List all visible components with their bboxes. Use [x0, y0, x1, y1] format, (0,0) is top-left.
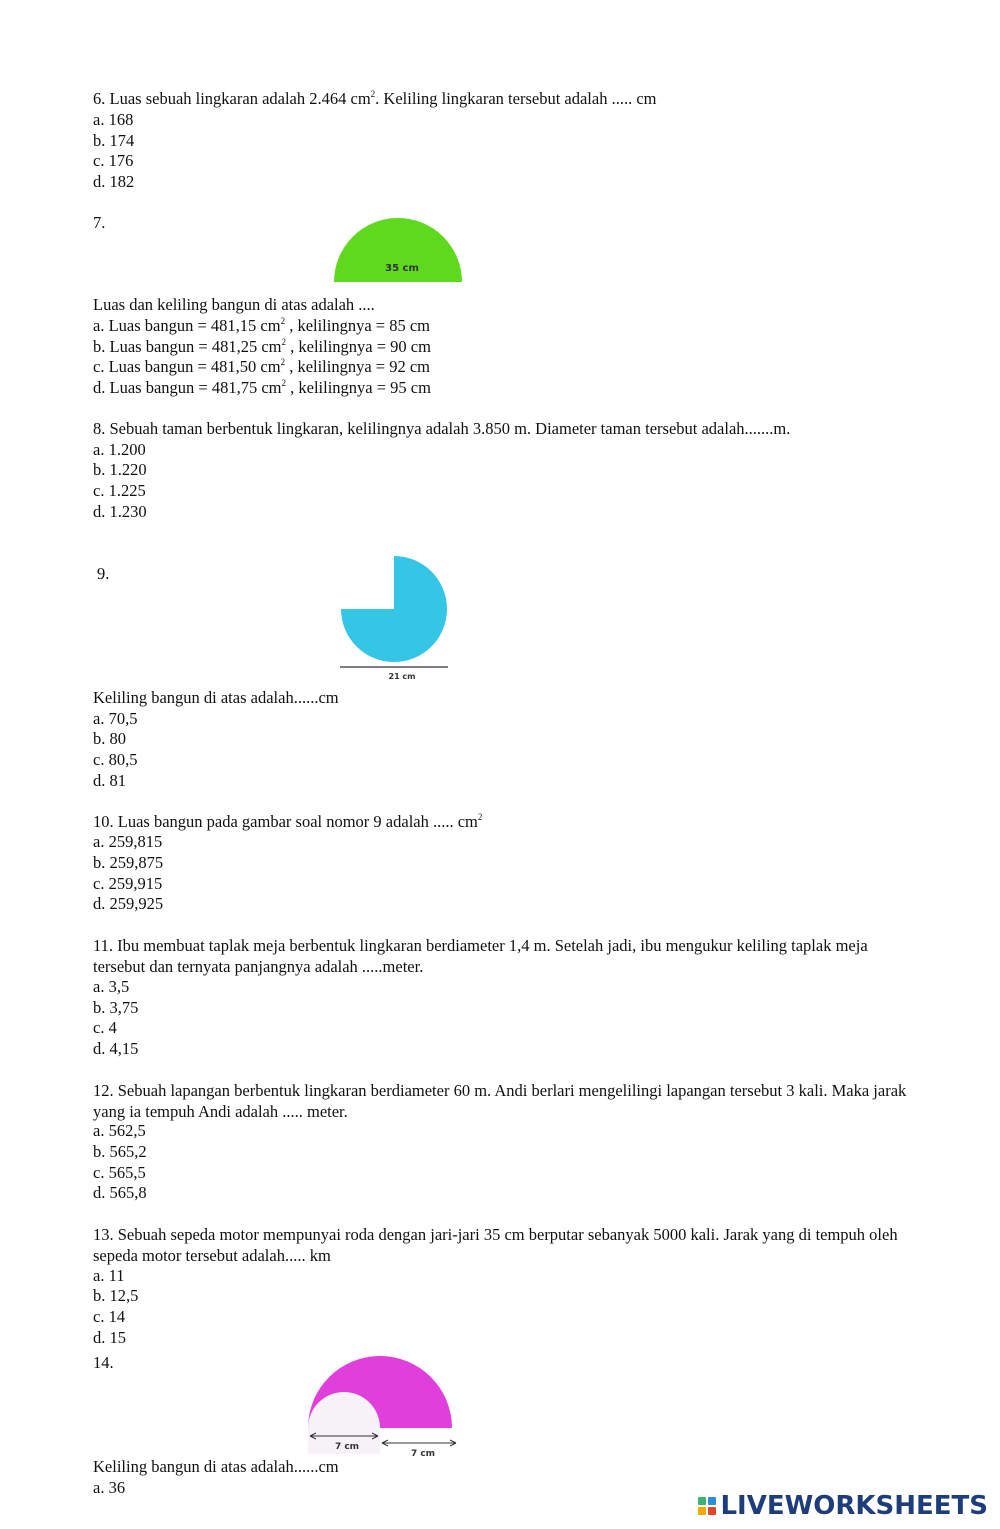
q9-figure-label: 21 cm	[388, 672, 416, 681]
q14-number: 14.	[93, 1353, 114, 1372]
q9-number: 9.	[97, 564, 110, 583]
q10-option-a: a. 259,815	[93, 832, 163, 851]
q10-option-c: c. 259,915	[93, 874, 163, 893]
q9-option-b: b. 80	[93, 729, 126, 748]
q8-option-d: d. 1.230	[93, 502, 147, 521]
q6-option-b: b. 174	[93, 131, 135, 150]
q7-semicircle-figure	[332, 208, 464, 284]
q10-question: 10. Luas bangun pada gambar soal nomor 9 adalah ..... $cm^2$	[93, 812, 483, 831]
q7-option-b: b. Luas bangun = 481,25 $cm^2$ , kelilingnya = 90 cm	[93, 337, 431, 356]
q9-option-d: d. 81	[93, 771, 126, 790]
q8-option-a: a. 1.200	[93, 440, 146, 459]
q11-option-b: b. 3,75	[93, 998, 139, 1017]
q6-question: 6. Luas sebuah lingkaran adalah 2.464 $cm^2$. Keliling lingkaran tersebut adalah ..... cm	[93, 89, 657, 108]
q12-question: 12. Sebuah lapangan berbentuk lingkaran berdiameter 60 m. Andi berlari mengelilingi lapangan tersebut 3 kali. Maka jarak yang ia tempuh Andi adalah ..... meter.	[93, 1081, 907, 1121]
liveworksheets-logo	[698, 1491, 988, 1521]
q12-option-b: b. 565,2	[93, 1142, 147, 1161]
q8-option-c: c. 1.225	[93, 481, 146, 500]
q7-figure-label: 35 cm	[385, 263, 419, 274]
q7-option-d: d. Luas bangun = 481,75 $cm^2$ , kelilingnya = 95 cm	[93, 378, 431, 397]
q9-three-quarter-circle-figure	[336, 552, 452, 682]
q11-option-c: c. 4	[93, 1018, 117, 1037]
q8-question: 8. Sebuah taman berbentuk lingkaran, kelilingnya adalah 3.850 m. Diameter taman tersebut adalah.......m.	[93, 419, 791, 438]
q10-option-b: b. 259,875	[93, 853, 164, 872]
q13-option-a: a. 11	[93, 1266, 125, 1285]
q12-option-a: a. 562,5	[93, 1121, 146, 1140]
q14-option-a: a. 36	[93, 1478, 126, 1497]
q7-option-a: a. Luas bangun = 481,15 $cm^2$ , kelilingnya = 85 cm	[93, 316, 431, 335]
q13-option-d: d. 15	[93, 1328, 126, 1347]
q14-prompt: Keliling bangun di atas adalah......cm	[93, 1457, 339, 1476]
q11-option-d: d. 4,15	[93, 1039, 139, 1058]
q9-option-a: a. 70,5	[93, 709, 138, 728]
q14-semicircle-figure	[302, 1348, 467, 1460]
q6-option-c: c. 176	[93, 151, 134, 170]
q8-option-b: b. 1.220	[93, 460, 147, 479]
q13-option-b: b. 12,5	[93, 1286, 139, 1305]
q6-option-d: d. 182	[93, 172, 135, 191]
q9-prompt: Keliling bangun di atas adalah......cm	[93, 688, 339, 707]
q12-option-d: d. 565,8	[93, 1183, 147, 1202]
q7-prompt: Luas dan keliling bangun di atas adalah ....	[93, 295, 375, 314]
q11-question: 11. Ibu membuat taplak meja berbentuk lingkaran berdiameter 1,4 m. Setelah jadi, ibu mengukur keliling taplak meja tersebut dan ternyata panjangnya adalah .....meter.	[93, 936, 868, 976]
q12-option-c: c. 565,5	[93, 1163, 146, 1182]
logo-text: LIVEWORKSHEETS	[720, 1491, 988, 1521]
q7-number: 7.	[93, 213, 106, 232]
q9-shape	[341, 556, 447, 662]
q7-option-c: c. Luas bangun = 481,50 $cm^2$ , kelilingnya = 92 cm	[93, 357, 431, 376]
q6-option-a: a. 168	[93, 110, 134, 129]
q11-option-a: a. 3,5	[93, 977, 130, 996]
q13-question: 13. Sebuah sepeda motor mempunyai roda dengan jari-jari 35 cm berputar sebanyak 5000 kali. Jarak yang di tempuh oleh sepeda motor tersebut adalah..... km	[93, 1225, 898, 1265]
logo-grid-icon	[698, 1497, 716, 1515]
q10-option-d: d. 259,925	[93, 894, 164, 913]
q14-figure-label-right: 7 cm	[410, 1449, 436, 1459]
q14-figure-label-left: 7 cm	[334, 1442, 360, 1452]
q9-option-c: c. 80,5	[93, 750, 138, 769]
q13-option-c: c. 14	[93, 1307, 126, 1326]
